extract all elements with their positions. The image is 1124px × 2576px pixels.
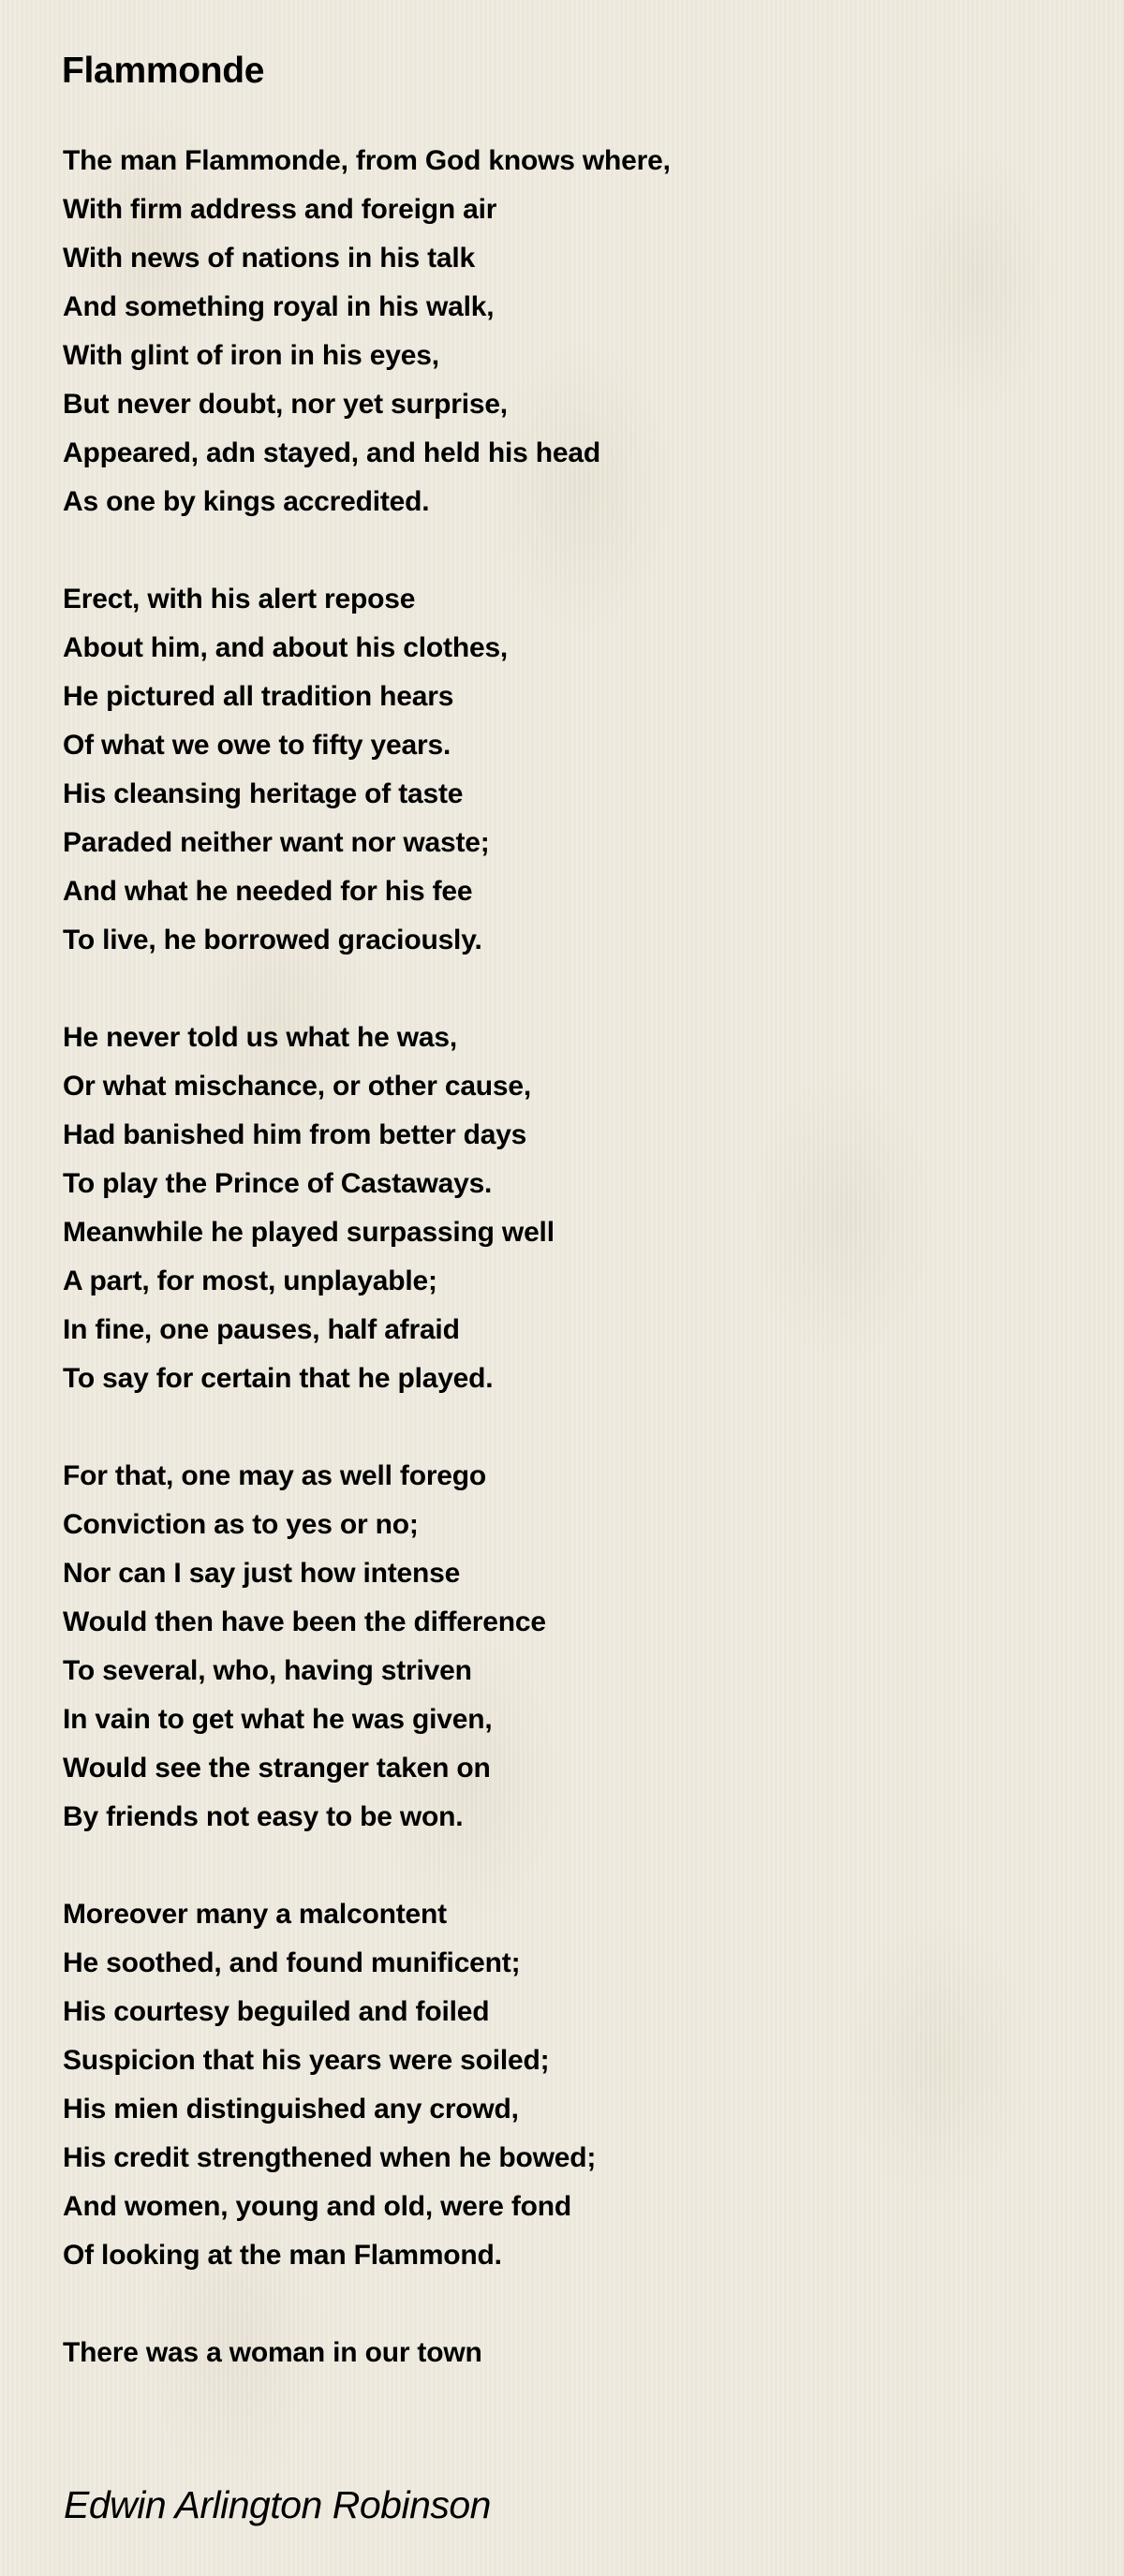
poem-line: Would see the stranger taken on	[63, 1753, 491, 1784]
author-signature: Edwin Arlington Robinson	[64, 2483, 491, 2526]
poem-line: Or what mischance, or other cause,	[63, 1071, 532, 1102]
poem-line: Nor can I say just how intense	[63, 1558, 461, 1589]
poem-body	[63, 137, 671, 2426]
poem-line: Appeared, adn stayed, and held his head	[63, 437, 601, 468]
poem-line: To live, he borrowed graciously.	[63, 925, 482, 955]
poem-line: His courtesy beguiled and foiled	[63, 1996, 490, 2027]
stanza-4	[63, 1452, 671, 1842]
poem-line: Would then have been the difference	[63, 1606, 546, 1637]
poem-line: Of what we owe to fifty years.	[63, 730, 451, 761]
stanza-2	[63, 575, 671, 965]
poem-line: With glint of iron in his eyes,	[63, 340, 439, 371]
poem-line: His credit strengthened when he bowed;	[63, 2142, 597, 2173]
stanza-6	[63, 2329, 671, 2377]
poem-line: Had banished him from better days	[63, 1119, 527, 1150]
poem-line: And what he needed for his fee	[63, 876, 473, 907]
poem-line: There was a woman in our town	[63, 2337, 482, 2368]
poem-line: But never doubt, nor yet surprise,	[63, 389, 508, 420]
poem-line: In fine, one pauses, half afraid	[63, 1314, 460, 1345]
poem-line: Suspicion that his years were soiled;	[63, 2045, 550, 2076]
poem-line: Of looking at the man Flammond.	[63, 2240, 502, 2271]
stanza-3	[63, 1014, 671, 1403]
poem-line: About him, and about his clothes,	[63, 632, 509, 663]
poem-line: With firm address and foreign air	[63, 194, 497, 225]
poem-line: His mien distinguished any crowd,	[63, 2094, 519, 2124]
poem-line: And women, young and old, were fond	[63, 2191, 571, 2222]
stanza-1	[63, 137, 671, 526]
poem-line: Meanwhile he played surpassing well	[63, 1217, 555, 1248]
poem-title: Flammonde	[62, 51, 265, 91]
poem-line: Conviction as to yes or no;	[63, 1509, 419, 1540]
poem-line: Erect, with his alert repose	[63, 584, 416, 614]
poem-line: Moreover many a malcontent	[63, 1899, 447, 1930]
poem-line: He pictured all tradition hears	[63, 681, 454, 712]
poem-line: By friends not easy to be won.	[63, 1801, 464, 1832]
poem-line: A part, for most, unplayable;	[63, 1266, 437, 1296]
poem-line: With news of nations in his talk	[63, 243, 476, 274]
poem-line: He never told us what he was,	[63, 1022, 457, 1053]
poem-line: And something royal in his walk,	[63, 291, 495, 322]
poem-line: His cleansing heritage of taste	[63, 778, 464, 809]
stanza-5	[63, 1890, 671, 2280]
poem-line: Paraded neither want nor waste;	[63, 827, 490, 858]
poem-line: To several, who, having striven	[63, 1655, 472, 1686]
poem-line: To play the Prince of Castaways.	[63, 1168, 493, 1199]
poem-line: In vain to get what he was given,	[63, 1704, 493, 1735]
poem-line: For that, one may as well forego	[63, 1460, 487, 1491]
poem-line: To say for certain that he played.	[63, 1363, 494, 1394]
poem-line: As one by kings accredited.	[63, 486, 430, 517]
poem-line: He soothed, and found munificent;	[63, 1947, 521, 1978]
poem-line: The man Flammonde, from God knows where,	[63, 145, 671, 176]
